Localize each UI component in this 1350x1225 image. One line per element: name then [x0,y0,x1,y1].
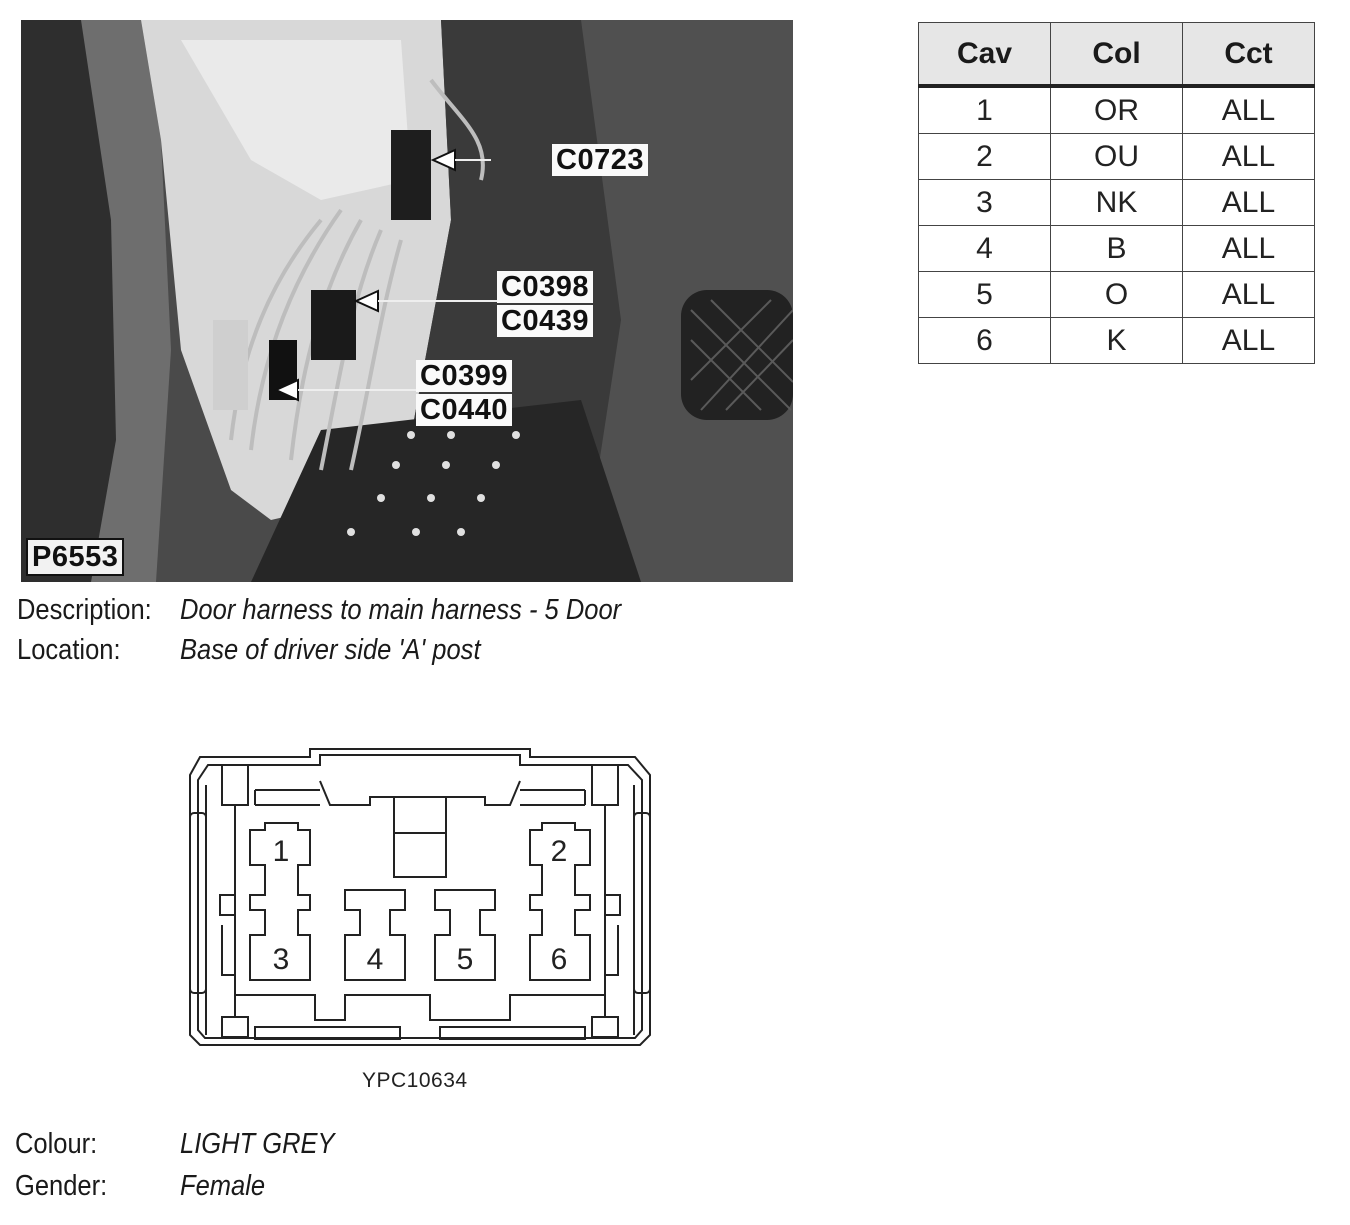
header-cct: Cct [1183,23,1315,87]
cell-cav: 4 [919,226,1051,272]
cavity-label-6: 6 [550,943,568,976]
cavity-label-2: 2 [550,835,568,868]
location-label: Location: [17,634,121,666]
callout-c0398: C0398 [497,271,593,303]
cell-cct: ALL [1183,180,1315,226]
header-cav: Cav [919,23,1051,87]
connector-location-photo [21,20,793,582]
cell-cct: ALL [1183,272,1315,318]
table-header-row [919,23,1315,87]
cell-cct: ALL [1183,86,1315,134]
cell-cav: 5 [919,272,1051,318]
cavity-label-4: 4 [366,943,384,976]
cell-cct: ALL [1183,318,1315,364]
callout-c0723: C0723 [552,144,648,176]
cell-col: NK [1051,180,1183,226]
callout-c0439: C0439 [497,305,593,337]
cell-col: OU [1051,134,1183,180]
cell-col: OR [1051,86,1183,134]
cell-cav: 1 [919,86,1051,134]
table-row [919,226,1315,272]
location-value: Base of driver side 'A' post [180,634,481,666]
cell-cav: 3 [919,180,1051,226]
drawing-reference: YPC10634 [362,1069,468,1092]
cell-col: O [1051,272,1183,318]
cavity-label-5: 5 [456,943,474,976]
cavity-label-1: 1 [272,835,290,868]
table-row [919,318,1315,364]
cell-cct: ALL [1183,134,1315,180]
table-row [919,180,1315,226]
callout-c0399: C0399 [416,360,512,392]
cell-col: B [1051,226,1183,272]
gender-value: Female [180,1170,266,1202]
header-col: Col [1051,23,1183,87]
description-value: Door harness to main harness - 5 Door [180,594,622,626]
table-row [919,86,1315,134]
gender-label: Gender: [15,1170,108,1202]
table-row [919,272,1315,318]
colour-value: LIGHT GREY [180,1128,335,1160]
photo-image [21,20,793,582]
pinout-table [918,22,1315,364]
photo-reference: P6553 [26,538,124,576]
connector-face-diagram [180,745,660,1055]
cell-cct: ALL [1183,226,1315,272]
cavity-label-3: 3 [272,943,290,976]
cell-col: K [1051,318,1183,364]
table-row [919,134,1315,180]
cell-cav: 2 [919,134,1051,180]
description-label: Description: [17,594,152,626]
colour-label: Colour: [15,1128,98,1160]
cell-cav: 6 [919,318,1051,364]
callout-c0440: C0440 [416,394,512,426]
